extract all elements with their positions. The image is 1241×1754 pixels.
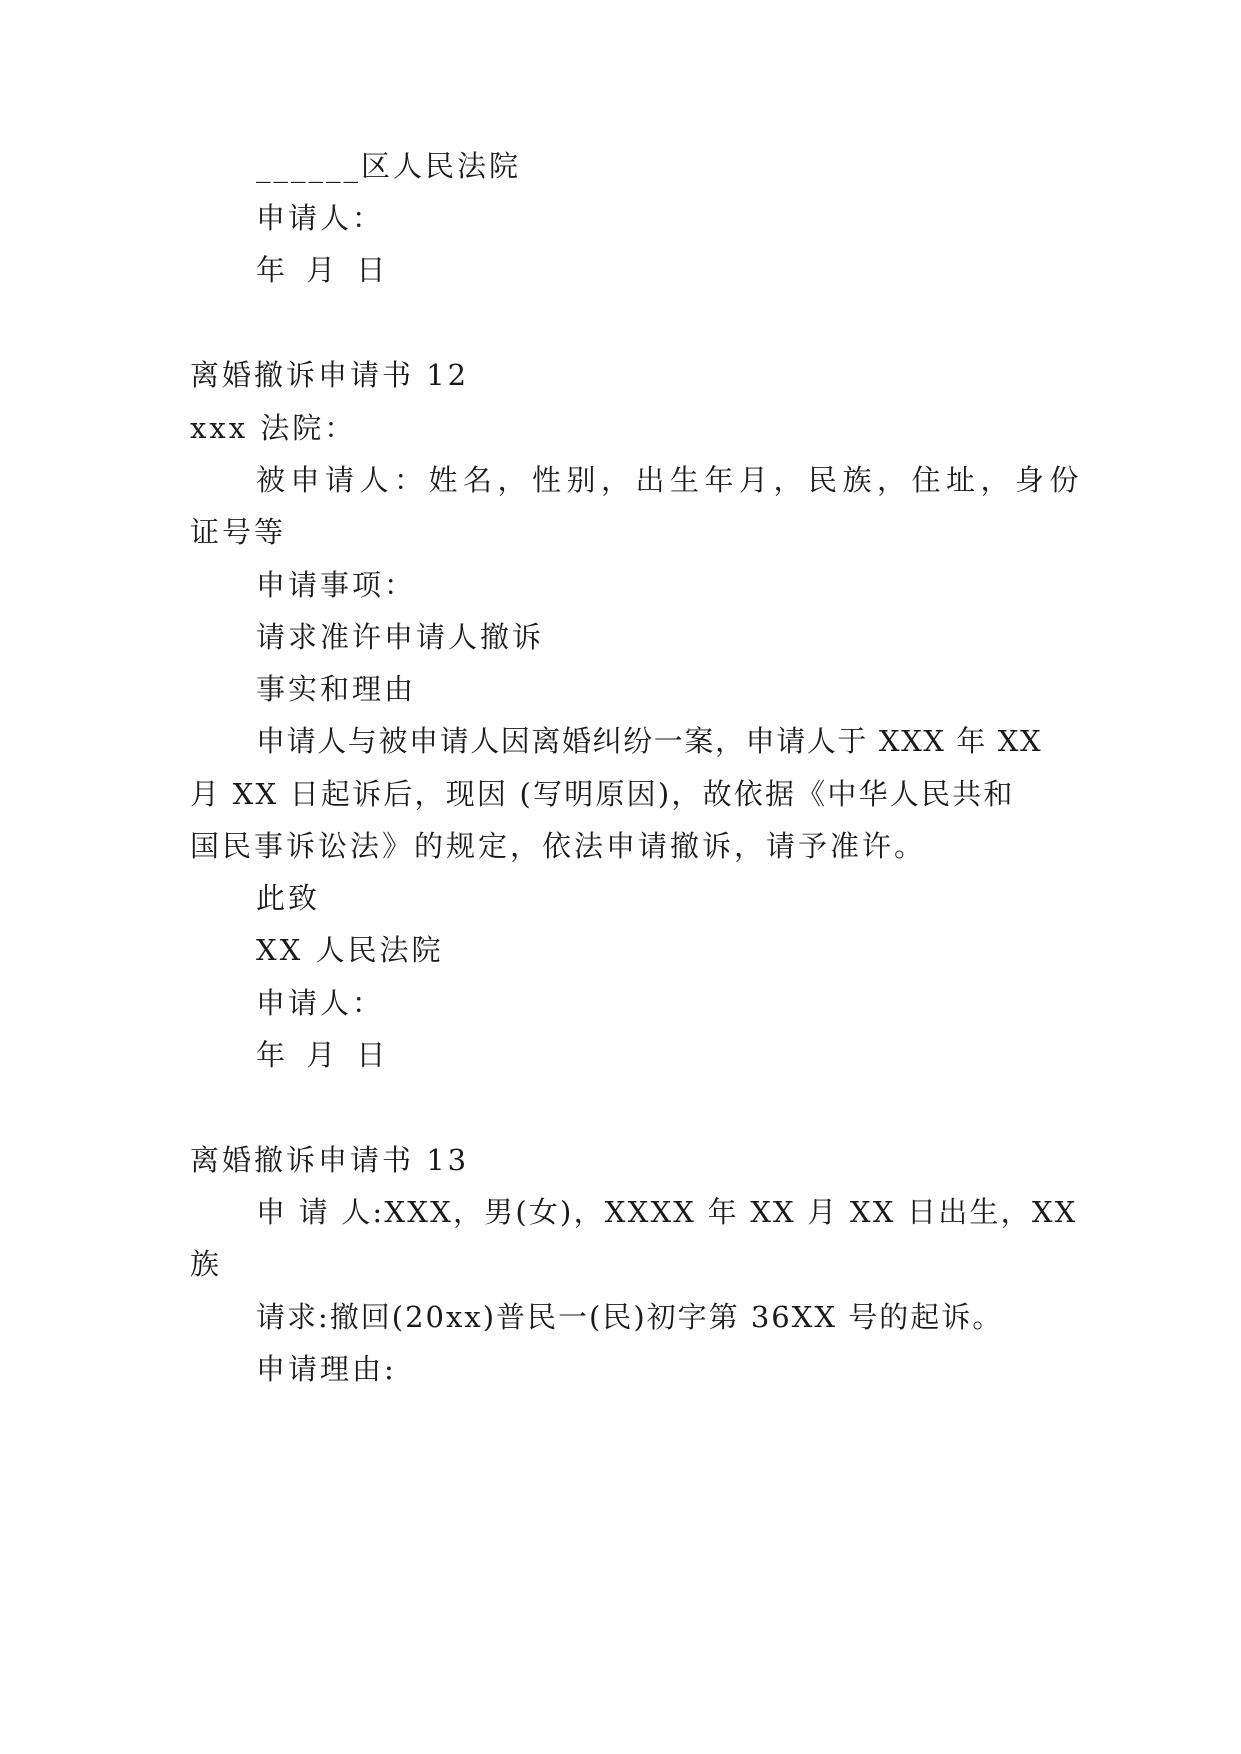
doc13-applicant-line1: 申 请 人:XXX，男(女)，XXXX 年 XX 月 XX 日出生，XX [256,1195,1078,1229]
doc13-applicant-line2: 族 [190,1247,223,1281]
doc12-salutation: 此致 [256,881,321,915]
doc12-body-line1: 申请人与被申请人因离婚纠纷一案，申请人于 XXX 年 XX [256,724,1043,758]
doc12-respondent-line2: 证号等 [190,515,287,549]
doc12-court: XX 人民法院 [256,933,444,967]
doc12-title: 离婚撤诉申请书 12 [190,358,470,392]
doc12-matters-heading: 申请事项： [256,568,417,602]
date-line: 年 月 日 [256,253,389,287]
doc12-request: 请求准许申请人撤诉 [256,620,545,654]
doc12-date-line: 年 月 日 [256,1038,389,1072]
doc12-applicant-signature: 申请人： [256,986,385,1020]
doc13-request: 请求:撤回(20xx)普民一(民)初字第 36XX 号的起诉。 [256,1300,1004,1334]
doc12-body-line2: 月 XX 日起诉后，现因 (写明原因)，故依据《中华人民共和 [190,777,1015,811]
doc12-addressee: xxx 法院： [190,411,357,445]
doc13-reason-heading: 申请理由: [256,1352,397,1386]
applicant-signature: 申请人： [256,201,385,235]
doc13-title: 离婚撤诉申请书 13 [190,1143,470,1177]
doc12-respondent-line1: 被申请人：姓名，性别，出生年月，民族，住址，身份 [256,463,1085,497]
doc12-facts-heading: 事实和理由 [256,672,417,706]
doc12-body-line3: 国民事诉讼法》的规定，依法申请撤诉，请予准许。 [190,829,927,863]
court-line: ______区人民法院 [256,149,522,183]
